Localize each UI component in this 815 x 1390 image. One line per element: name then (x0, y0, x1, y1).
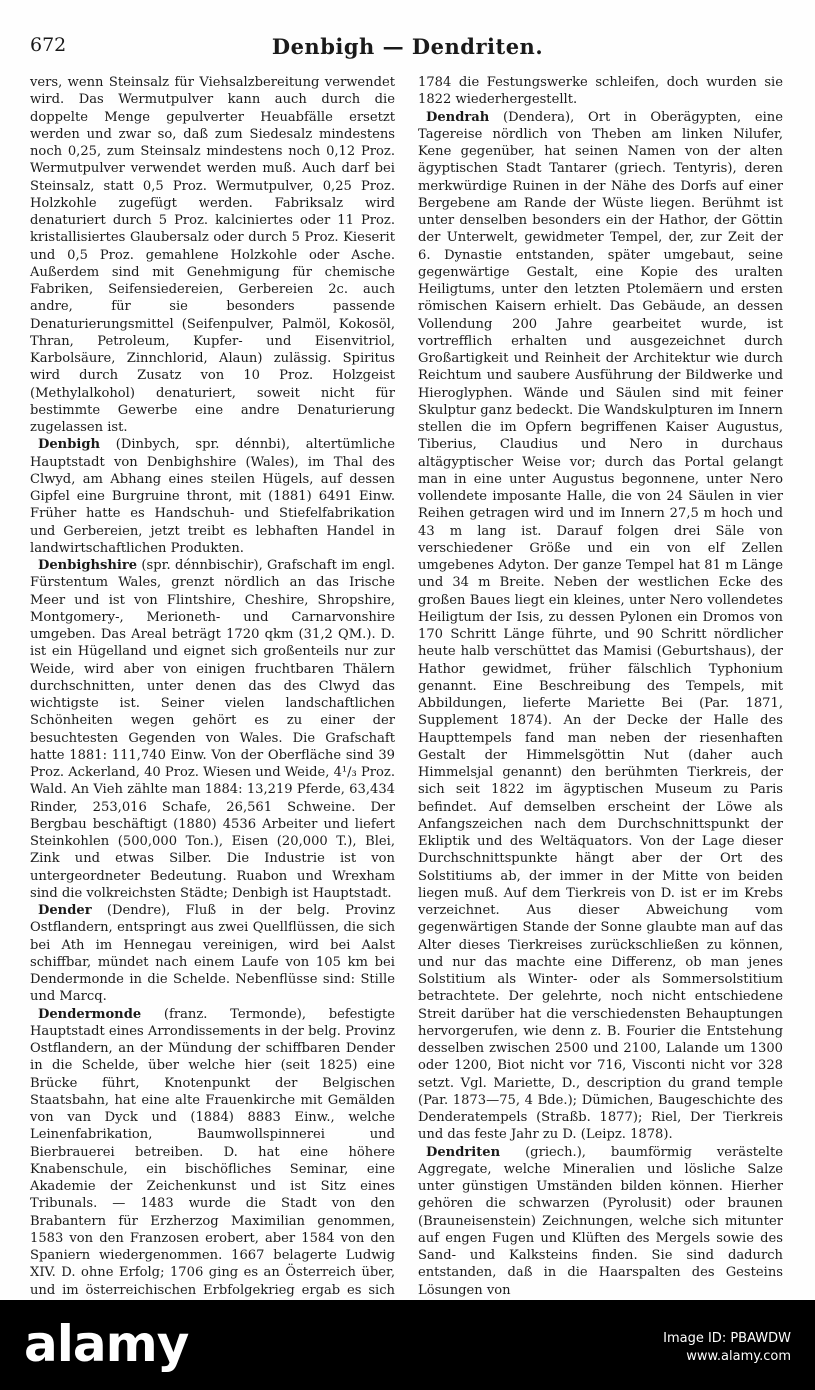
entry-text: (Dinbych, spr. dénnbi), altertümliche Hauptstadt von Denbighshire (Wales), im Thal des Clwyd, am Abhang eines steilen Hügels, auf dessen Gipfel eine Burgruine thront, mit (1881) 6491 Einw. Früher hatte es Handschuh- und Stiefelfabrikation und Gerbereien, jetzt treibt es lebhaften Handel in landwirtschaftlichen Produkten. (30, 437, 395, 556)
site-url: www.alamy.com (686, 1349, 791, 1364)
page-number: 672 (30, 34, 67, 56)
headword-dendermonde: Dendermonde (38, 1006, 142, 1022)
headword-dendrah: Dendrah (426, 109, 490, 125)
entry-dender (30, 902, 395, 1006)
headword-dender: Dender (38, 903, 92, 918)
entry-denbighshire (30, 557, 395, 902)
entry-text: (griech.), baumförmig verästelte Aggregate, welche Mineralien und lösliche Salze unter günstigen Umständen bilden können. Hierher gehören die schwarzen (Pyrolusit) oder braunen (Brauneisenstein) Zeichnungen, welche sich mitunter auf engen Fugen und Klüften des Mergels sowie des Sand- und Kalksteins finden. Sie sind dadurch entstanden, daß in die Haarspalten des Gesteins Lösungen von (418, 1144, 783, 1298)
entry-dendrah (418, 109, 783, 1144)
headword-dendriten: Dendriten (426, 1144, 501, 1160)
watermark-footer (0, 1300, 815, 1390)
paragraph-continuation: 1784 die Festungswerke schleifen, doch wurden sie 1822 wiederhergestellt. (418, 75, 783, 108)
right-column (418, 74, 783, 1298)
entry-dendermonde (30, 1006, 395, 1317)
entry-text: (Dendre), Fluß in der belg. Provinz Ostflandern, entspringt aus zwei Quellflüssen, die sich bei Ath im Hennegau vereinigen, wird bei Aalst schiffbar, mündet nach einem Laufe von 105 km bei Dendermonde in die Schelde. Nebenflüsse sind: Stille und Marcq. (30, 903, 395, 1005)
running-head: Denbigh — Dendriten. (271, 34, 544, 59)
image-id-block (663, 1330, 791, 1366)
image-id-label: Image ID: PBAWDW (663, 1331, 791, 1346)
left-column (30, 74, 395, 1298)
paragraph-continuation: vers, wenn Steinsalz für Viehsalzbereitung verwendet wird. Das Wermutpulver kann auch durch die doppelte Menge gepulverter Heuabfälle ersetzt werden und zwar so, daß zum Siedesalz mindestens noch 0,25, zum Steinsalz mindestens noch 0,12 Proz. Wermutpulver verwendet werden muß. Auch darf bei Steinsalz, statt 0,5 Proz. Wermutpulver, 0,25 Proz. Holzkohle zugefügt werden. Fabriksalz wird denaturiert durch 5 Proz. kalciniertes oder 11 Proz. kristallisiertes Glaubersalz oder durch 5 Proz. Kieserit und 0,5 Proz. gemahlene Holzkohle oder Asche. Außerdem sind mit Genehmigung für chemische Fabriken, Seifensiedereien, Gerbereien 2c. auch andre, für sie besonders passende Denaturierungsmittel (Seifenpulver, Palmöl, Kokosöl, Thran, Petroleum, Kupfer- und Eisenvitriol, Karbolsäure, Zinnchlorid, Alaun) zulässig. Spiritus wird durch Zusatz von 10 Proz. Holzgeist (Methylalkohol) denaturiert, soweit nicht für bestimmte Gewerbe eine andre Denaturierung zugelassen ist. (30, 75, 395, 435)
entry-text: (Dendera), Ort in Oberägypten, eine Tagereise nördlich von Theben am linken Nilufer, Kene gegenüber, hat seinen Namen von der alten ägyptischen Stadt Tantarer (griech. Tentyris), deren merkwürdige Ruinen in der Nähe des Dorfs auf einer Bergebene am Rande der Wüste liegen. Berühmt ist unter denselben besonders ein der Hathor, der Göttin der Unterwelt, gewidmeter Tempel, der, zur Zeit der 6. Dynastie entstanden, später umgebaut, seine gegenwärtige Gestalt, eine Kopie des uralten Heiligtums, unter den letzten Ptolemäern und ersten römischen Kaisern erhielt. Das Gebäude, an dessen Vollendung 200 Jahre gearbeitet wurde, ist vortrefflich erhalten und ausgezeichnet durch Großartigkeit und Reinheit der Architektur wie durch Reichtum und saubere Ausführung der Bildwerke und Hieroglyphen. Wände und Säulen sind mit feiner Skulptur ganz bedeckt. Die Wandskulpturen im Innern stellen die im Opfern begriffenen Kaiser Augustus, Tiberius, Claudius und Nero in durchaus altägyptischer Weise vor; durch das Portal gelangt man in eine unter Augustus begonnene, unter Nero vollendete imposante Halle, die von 24 Säulen in vier Reihen getragen wird und im Innern 27,5 m hoch und 43 m lang ist. Darauf folgen drei Säle von verschiedener Größe und ein von elf Zellen umgebenes Adyton. Der ganze Tempel hat 81 m Länge und 34 m Breite. Neben der westlichen Ecke des großen Baues liegt ein kleines, unter Nero vollendetes Heiligtum der Isis, zu dessen Pylonen ein Dromos von 170 Schritt Länge führte, und 90 Schritt nördlicher heute halb verschüttet das Mamisi (Geburtshaus), der Hathor gewidmet, früher fälschlich Typhonium genannt. Eine Beschreibung des Tempels, mit Abbildungen, lieferte Mariette Bei (Par. 1871, Supplement 1874). An der Decke der Halle des Haupttempels fand man neben der riesenhaften Gestalt der Himmelsgöttin Nut (daher auch Himmelsjal genannt) den berühmten Tierkreis, der sich seit 1822 im ägyptischen Museum zu Paris befindet. Auf demselben erscheint der Löwe als Anfangszeichen nach dem Durchschnittspunkt der Ekliptik und des Weltäquators. Von der Lage dieser Durchschnittspunkte hängt aber der Ort des Solstitiums ab, der immer in der Mitte von beiden liegen muß. Auf dem Tierkreis von D. ist er im Krebs verzeichnet. Aus dieser Abweichung vom gegenwärtigen Stande der Sonne glaubte man auf das Alter dieses Tierkreises zurückschließen zu können, und nur das machte eine Differenz, ob man jenes Solstitium als Winter- oder als Sommersolstitium betrachtete. Der gelehrte, noch nicht entschiedene Streit darüber hat die verschiedensten Behauptungen hervorgerufen, wie denn z. B. Fourier die Entstehung desselben zwischen 2500 und 2100, Lalande um 1300 oder 1200, Biot nicht vor 716, Visconti nicht vor 328 setzt. Vgl. Mariette, D., description du grand temple (Par. 1873—75, 4 Bde.); Dümichen, Baugeschichte des Denderatempels (Straßb. 1877); Riel, Der Tierkreis und das feste Jahr zu D. (Leipz. 1878). (418, 109, 783, 1143)
headword-denbigh: Denbigh (38, 437, 101, 453)
entry-text: (spr. dénnbischir), Grafschaft im engl. Fürstentum Wales, grenzt nördlich an das Irische Meer und ist von Flintshire, Cheshire, Shropshire, Montgomery-, Merioneth- und Carnarvonshire umgeben. Das Areal beträgt 1720 qkm (31,2 QM.). D. ist ein Hügelland und eignet sich großenteils nur zur Weide, wird aber von einigen fruchtbaren Thälern durchschnitten, unter denen das des Clwyd das wichtigste ist. Seiner vielen landschaftlichen Schönheiten wegen gehört es zu einer der besuchtesten Gegenden von Wales. Die Grafschaft hatte 1881: 111,740 Einw. Von der Oberfläche sind 39 Proz. Ackerland, 40 Proz. Wiesen und Weide, 4¹/₃ Proz. Wald. An Vieh zählte man 1884: 13,219 Pferde, 63,434 Rinder, 253,016 Schafe, 26,561 Schweine. Der Bergbau beschäftigt (1880) 4536 Arbeiter und liefert Steinkohlen (500,000 Ton.), Eisen (20,000 T.), Blei, Zink und etwas Silber. Die Industrie ist von untergeordneter Bedeutung. Ruabon und Wrexham sind die volkreichsten Städte; Denbigh ist Hauptstadt. (30, 558, 395, 901)
alamy-logo: alamy (24, 1315, 189, 1373)
entry-dendriten (418, 1144, 783, 1299)
entry-text: (franz. Termonde), befestigte Hauptstadt eines Arrondissements in der belg. Provinz Ostflandern, an der Mündung der schiffbaren Dender in die Schelde, über welche hier (seit 1825) eine Brücke führt, Knotenpunkt der Belgischen Staatsbahn, hat eine alte Frauenkirche mit Gemälden von van Dyck und (1884) 8883 Einw., welche Leinenfabrikation, Baumwollspinnerei und Bierbrauerei betreiben. D. hat eine höhere Knabenschule, ein bischöfliches Seminar, eine Akademie der Zeichenkunst und ist Sitz eines Tribunals. — 1483 wurde die Stadt von den Brabantern für Erzherzog Maximilian genommen, 1583 von den Franzosen erobert, aber 1584 von den Spaniern wiedergenommen. 1667 belagerte Ludwig XIV. D. ohne Erfolg; 1706 ging es an Österreich über, und im österreichischen Erbfolgekrieg ergab es sich (30, 1006, 395, 1298)
headword-denbighshire: Denbighshire (38, 558, 138, 573)
entry-denbigh (30, 436, 395, 557)
